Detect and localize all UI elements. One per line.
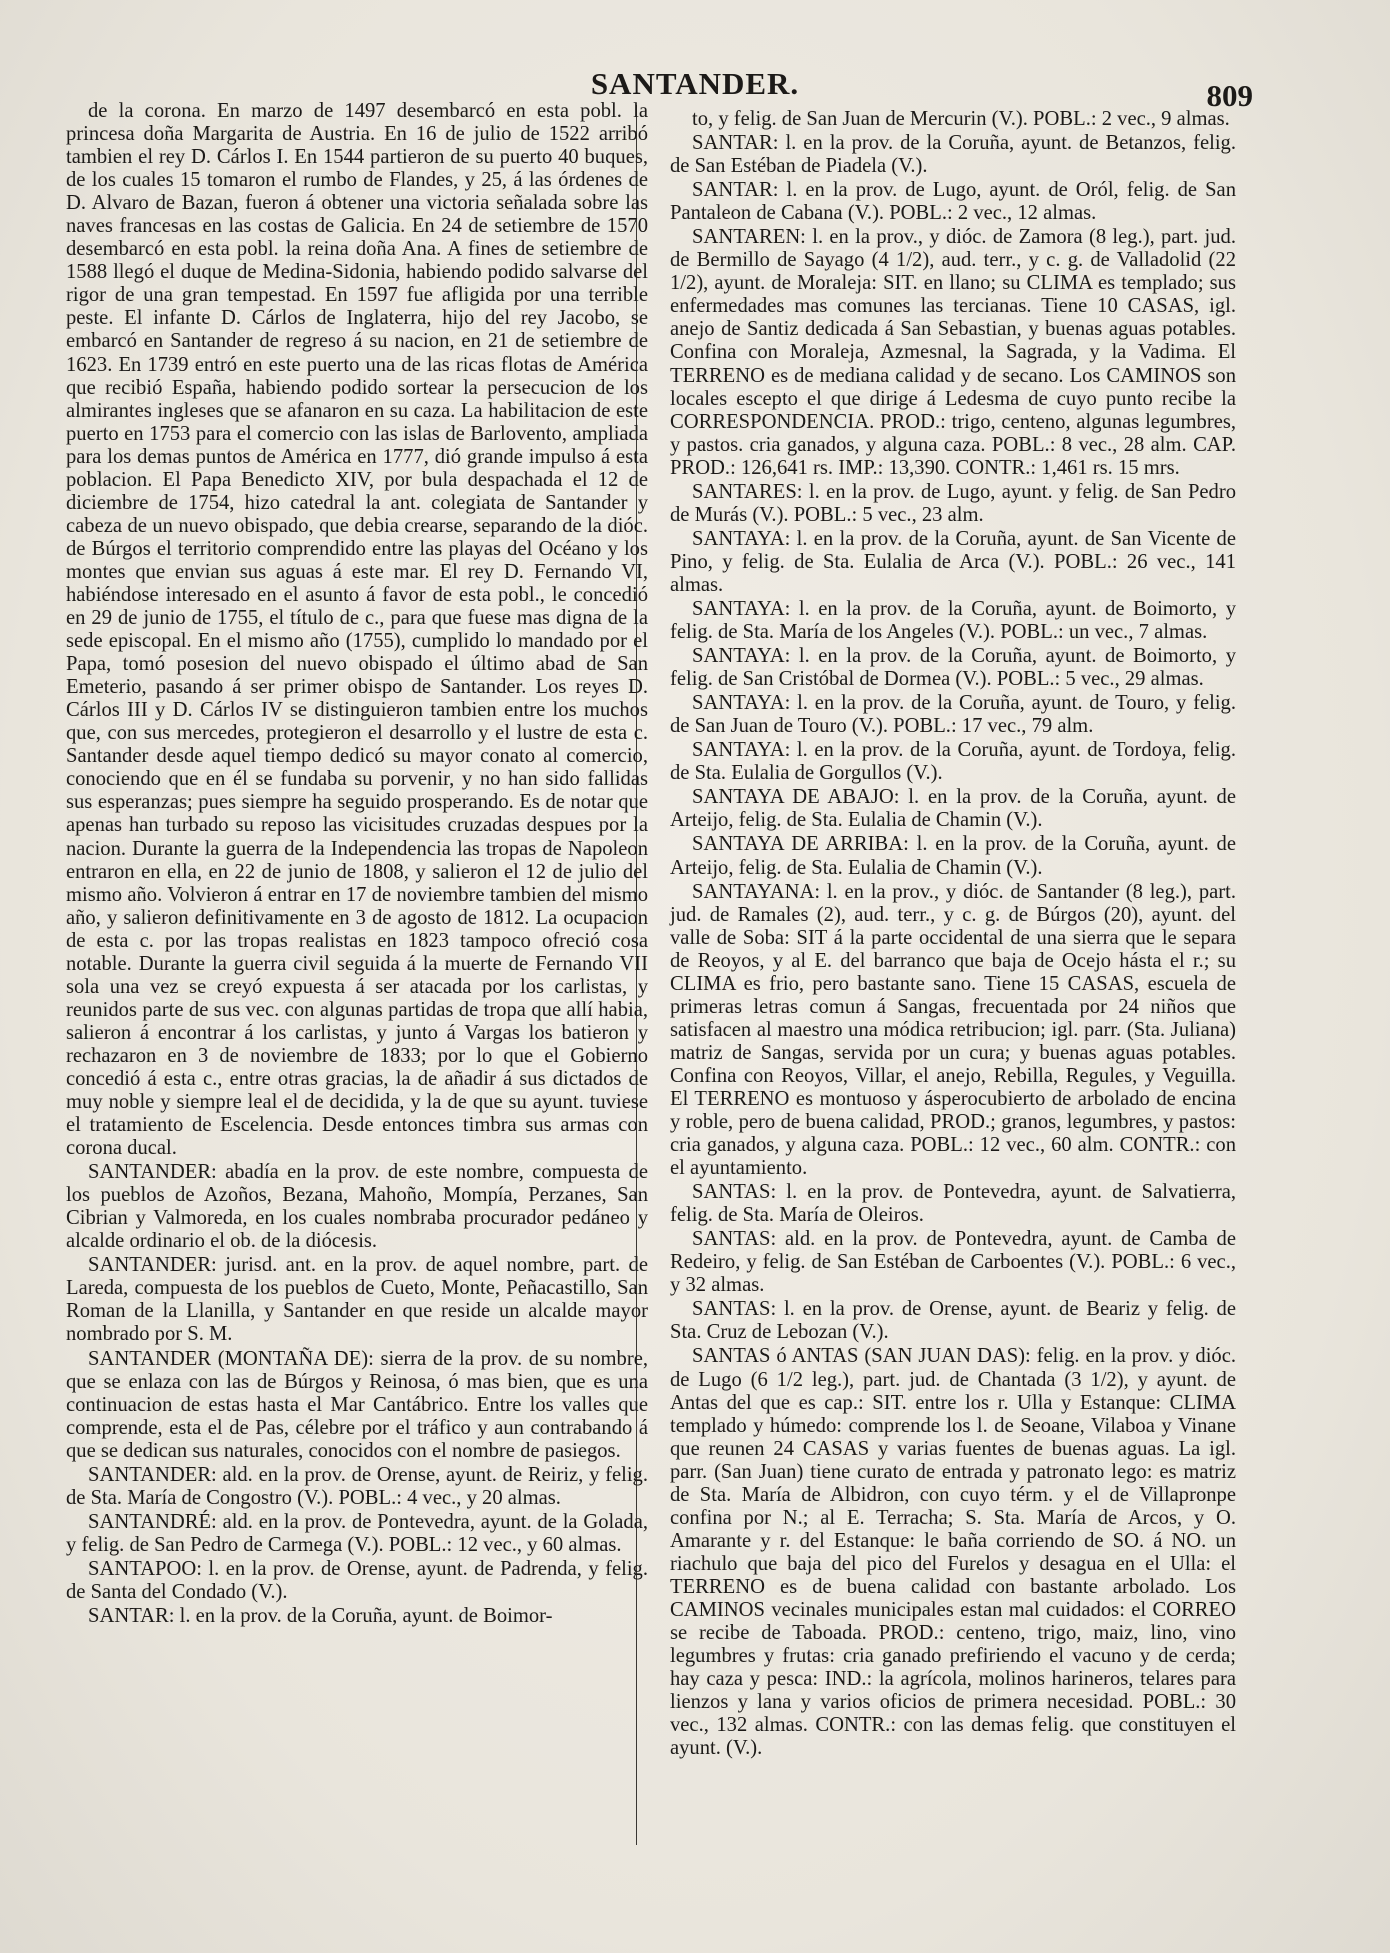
dictionary-entry: SANTAS ó ANTAS (SAN JUAN DAS): felig. en la prov. y dióc. de Lugo (6 1/2 leg.), part. jud. de Chantada (3 1/2), y ayunt. de Antas del que es cap.: SIT. entre los r. Ulla y Estanque: CLIMA templado y húmedo: comprende los l. de Seoane, Vilaboa y Vinane que reunen 24 CASAS y varias fuentes de buenas aguas. La igl. parr. (San Juan) tiene curato de entrada y patronato lego: es matriz de Sta. María de Albidron, con cuyo térm. y el de Villapronpe confina por N.; al E. Terracha; S. Sta. María de Arcos, y O. Amarante y r. del Estanque: le baña corriendo de SO. á NO. un riachulo que baja del pico del Furelos y desagua en el Ulla: el TERRENO es de buena calidad con bastante arbolado. Los CAMINOS vecinales municipales estan mal cuidados: el CORREO se recibe de Taboada. PROD.: centeno, trigo, maiz, lino, vino legumbres y frutas: cria ganado prefiriendo el vacuno y de cerda; hay caza y pesca: IND.: la agrícola, molinos harineros, telares para lienzos y lana y varios oficios de primera necesidad. POBL.: 30 vec., 132 almas. CONTR.: con las demas felig. que constituyen el ayunt. (V.).	[670, 1345, 1236, 1760]
dictionary-entry: SANTAREN: l. en la prov., y dióc. de Zamora (8 leg.), part. jud. de Bermillo de Sayago (4 1/2), aud. terr., y c. g. de Valladolid (22 1/2), ayunt. de Moraleja: SIT. en llano; su CLIMA es templado; sus enfermedades mas comunes las tercianas. Tiene 10 CASAS, igl. anejo de Santiz dedicada á San Sebastian, y buenas aguas potables. Confina con Moraleja, Azmesnal, la Sagrada, y la Vadima. El TERRENO es de mediana calidad y de secano. Los CAMINOS son locales escepto el que dirige á Ledesma de cuyo punto recibe la CORRESPONDENCIA. PROD.: trigo, centeno, algunas legumbres, y pastos. cria ganados, y alguna caza. POBL.: 8 vec., 28 alm. CAP. PROD.: 126,641 rs. IMP.: 13,390. CONTR.: 1,461 rs. 15 mrs.	[670, 226, 1236, 479]
dictionary-entry: SANTAS: ald. en la prov. de Pontevedra, ayunt. de Camba de Redeiro, y felig. de San Estéban de Carboentes (V.). POBL.: 6 vec., y 32 almas.	[670, 1228, 1236, 1297]
dictionary-entry: SANTANDER: jurisd. ant. en la prov. de aquel nombre, part. de Lareda, compuesta de los pueblos de Cueto, Monte, Peñacastillo, San Roman de la Llanilla, y Santander en que reside un alcalde mayor nombrado por S. M.	[66, 1254, 648, 1346]
dictionary-entry: SANTAYA: l. en la prov. de la Coruña, ayunt. de Boimorto, y felig. de Sta. María de los Angeles (V.). POBL.: un vec., 7 almas.	[670, 597, 1236, 644]
dictionary-entry: SANTAS: l. en la prov. de Orense, ayunt. de Beariz y felig. de Sta. Cruz de Lebozan (V.).	[670, 1298, 1236, 1344]
dictionary-entry: SANTANDRÉ: ald. en la prov. de Pontevedra, ayunt. de la Golada, y felig. de San Pedro de Carmega (V.). POBL.: 12 vec., y 60 almas.	[66, 1510, 648, 1556]
dictionary-entry: SANTAYA: l. en la prov. de la Coruña, ayunt. de Touro, y felig. de San Juan de Touro (V.). POBL.: 17 vec., 79 alm.	[670, 692, 1236, 738]
dictionary-entry: SANTARES: l. en la prov. de Lugo, ayunt. y felig. de San Pedro de Murás (V.). POBL.: 5 vec., 23 alm.	[670, 480, 1236, 526]
right-column	[670, 108, 1236, 1761]
page-title: SANTANDER.	[590, 66, 800, 101]
dictionary-entry: SANTAS: l. en la prov. de Pontevedra, ayunt. de Salvatierra, felig. de Sta. María de Oleiros.	[670, 1181, 1236, 1227]
dictionary-entry: SANTAYA: l. en la prov. de la Coruña, ayunt. de Boimorto, y felig. de San Cristóbal de Dormea (V.). POBL.: 5 vec., 29 almas.	[670, 645, 1236, 691]
dictionary-entry: SANTAR: l. en la prov. de Lugo, ayunt. de Oról, felig. de San Pantaleon de Cabana (V.). POBL.: 2 vec., 12 almas.	[670, 179, 1236, 225]
dictionary-entry: de la corona. En marzo de 1497 desembarcó en esta pobl. la princesa doña Margarita de Austria. En 16 de julio de 1522 arribó tambien el rey D. Cárlos I. En 1544 partieron de su puerto 40 buques, de los cuales 15 tomaron el rumbo de Flandes, y 25, á las órdenes de D. Alvaro de Bazan, fueron á obtener una victoria señalada sobre las naves francesas en las costas de Galicia. En 24 de setiembre de 1570 desembarcó en esta pobl. la reina doña Ana. A fines de setiembre de 1588 llegó el duque de Medina-Sidonia, habiendo podido salvarse del rigor de una gran tempestad. En 1597 fue afligida por una terrible peste. El infante D. Cárlos de Inglaterra, hijo del rey Jacobo, se embarcó en Santander de regreso á su nacion, en 21 de setiembre de 1623. En 1739 entró en este puerto una de las ricas flotas de América que recibió España, habiendo podido sortear la persecucion de los almirantes ingleses que se afanaron en su caza. La habilitacion de este puerto en 1753 para el comercio con las islas de Barlovento, ampliada para los demas puntos de América en 1777, dió grande impulso á esta poblacion. El Papa Benedicto XIV, por bula despachada el 12 de diciembre de 1754, hizo catedral la ant. colegiata de Santander y cabeza de un nuevo obispado, que debia crearse, separando de la dióc. de Búrgos el territorio comprendido entre las playas del Océano y los montes que envian sus aguas á este mar. El rey D. Fernando VI, habiéndose interesado en el asunto á favor de esta pobl., le concedió en 29 de junio de 1755, el título de c., para que fuese mas digna de la sede episcopal. En el mismo año (1755), cumplido lo mandado por el Papa, tomó posesion del nuevo obispado el último abad de San Emeterio, pasando á ser primer obispo de Santander. Los reyes D. Cárlos III y D. Cárlos IV se distinguieron tambien entre los muchos que, con sus mercedes, protegieron el desarrollo y el lustre de esta c. Santander desde aquel tiempo dedicó su mayor conato al comercio, conociendo que en él se fundaba su porvenir, y no han sido fallidas sus esperanzas; pues siempre ha seguido prosperando. Es de notar que apenas han turbado su reposo las vicisitudes cruzadas despues por la nacion. Durante la guerra de la Independencia las tropas de Napoleon entraron en ella, en 22 de junio de 1808, y salieron el 12 de julio del mismo año. Volvieron á entrar en 17 de noviembre tambien del mismo año, y salieron definitivamente en 3 de agosto de 1812. La ocupacion de esta c. por las tropas realistas en 1823 tampoco ofreció cosa notable. Durante la guerra civil seguida á la muerte de Fernando VII sola una vez se creyó expuesta á ser atacada por los carlistas, y reunidos parte de sus vec. con algunas partidas de tropa que allí habia, salieron á encontrar á los carlistas, y junto á Vargas los batieron y rechazaron en 3 de noviembre de 1833; por lo que el Gobierno concedió á esta c., entre otras gracias, la de añadir á sus dictados de muy noble y siempre leal el de decidida, y la de que su ayunt. tuviese el tratamiento de Escelencia. Desde entonces timbra sus armas con corona ducal.	[66, 100, 648, 1160]
dictionary-entry: SANTAYA DE ARRIBA: l. en la prov. de la Coruña, ayunt. de Arteijo, felig. de Sta. Eulalia de Chamin (V.).	[670, 833, 1236, 879]
page-number: 809	[1206, 78, 1253, 113]
dictionary-entry: SANTAR: l. en la prov. de la Coruña, ayunt. de Boimor-	[88, 1605, 553, 1628]
dictionary-entry: to, y felig. de San Juan de Mercurin (V.). POBL.: 2 vec., 9 almas.	[692, 108, 1230, 130]
dictionary-entry: SANTAYA: l. en la prov. de la Coruña, ayunt. de San Vicente de Pino, y felig. de Sta. Eulalia de Arca (V.). POBL.: 26 vec., 141 almas.	[670, 527, 1236, 596]
dictionary-entry: SANTAYA DE ABAJO: l. en la prov. de la Coruña, ayunt. de Arteijo, felig. de Sta. Eulalia de Chamin (V.).	[670, 786, 1236, 832]
dictionary-entry: SANTAYANA: l. en la prov., y dióc. de Santander (8 leg.), part. jud. de Ramales (2), aud. terr., y c. g. de Búrgos (20), ayunt. del valle de Soba: SIT á la parte occidental de una sierra que le separa de Reoyos, y al E. del barranco que baja de Ocejo hásta el r.; su CLIMA es frio, pero bastante sano. Tiene 15 CASAS, escuela de primeras letras comun á Sangas, frecuentada por 24 niños que satisfacen al maestro una módica retribucion; igl. parr. (Sta. Juliana) matriz de Sangas, servida por un cura; y buenas aguas potables. Confina con Reoyos, Villar, el anejo, Rebilla, Regules, y Veguilla. El TERRENO es montuoso y ásperocubierto de arbolado de encina y roble, pero de buena calidad, PROD.; granos, legumbres, y pastos: cria ganados, y alguna caza. POBL.: 12 vec., 60 alm. CONTR.: con el ayuntamiento.	[670, 880, 1236, 1180]
left-column	[66, 100, 648, 1629]
dictionary-entry: SANTAR: l. en la prov. de la Coruña, ayunt. de Betanzos, felig. de San Estéban de Piadela (V.).	[670, 132, 1236, 178]
dictionary-entry: SANTAYA: l. en la prov. de la Coruña, ayunt. de Tordoya, felig. de Sta. Eulalia de Gorgullos (V.).	[670, 739, 1236, 785]
dictionary-entry: SANTAPOO: l. en la prov. de Orense, ayunt. de Padrenda, y felig. de Santa del Condado (V.).	[66, 1557, 648, 1603]
dictionary-entry: SANTANDER (MONTAÑA DE): sierra de la prov. de su nombre, que se enlaza con las de Búrgos y Reinosa, ó mas bien, que es una continuacion de estas hasta el Mar Cantábrico. Entre los valles que comprende, esta el de Pas, célebre por el tráfico y aun contrabando á que se dedican sus naturales, conocidos con el nombre de pasiegos.	[66, 1347, 648, 1462]
dictionary-entry: SANTANDER: abadía en la prov. de este nombre, compuesta de los pueblos de Azoños, Bezana, Mahoño, Mompía, Perzanes, San Cibrian y Valmoreda, en los cuales nombraba procurador pedáneo y alcalde ordinario el ob. de la diócesis.	[66, 1161, 648, 1253]
dictionary-entry: SANTANDER: ald. en la prov. de Orense, ayunt. de Reiriz, y felig. de Sta. María de Congostro (V.). POBL.: 4 vec., y 20 almas.	[66, 1463, 648, 1509]
